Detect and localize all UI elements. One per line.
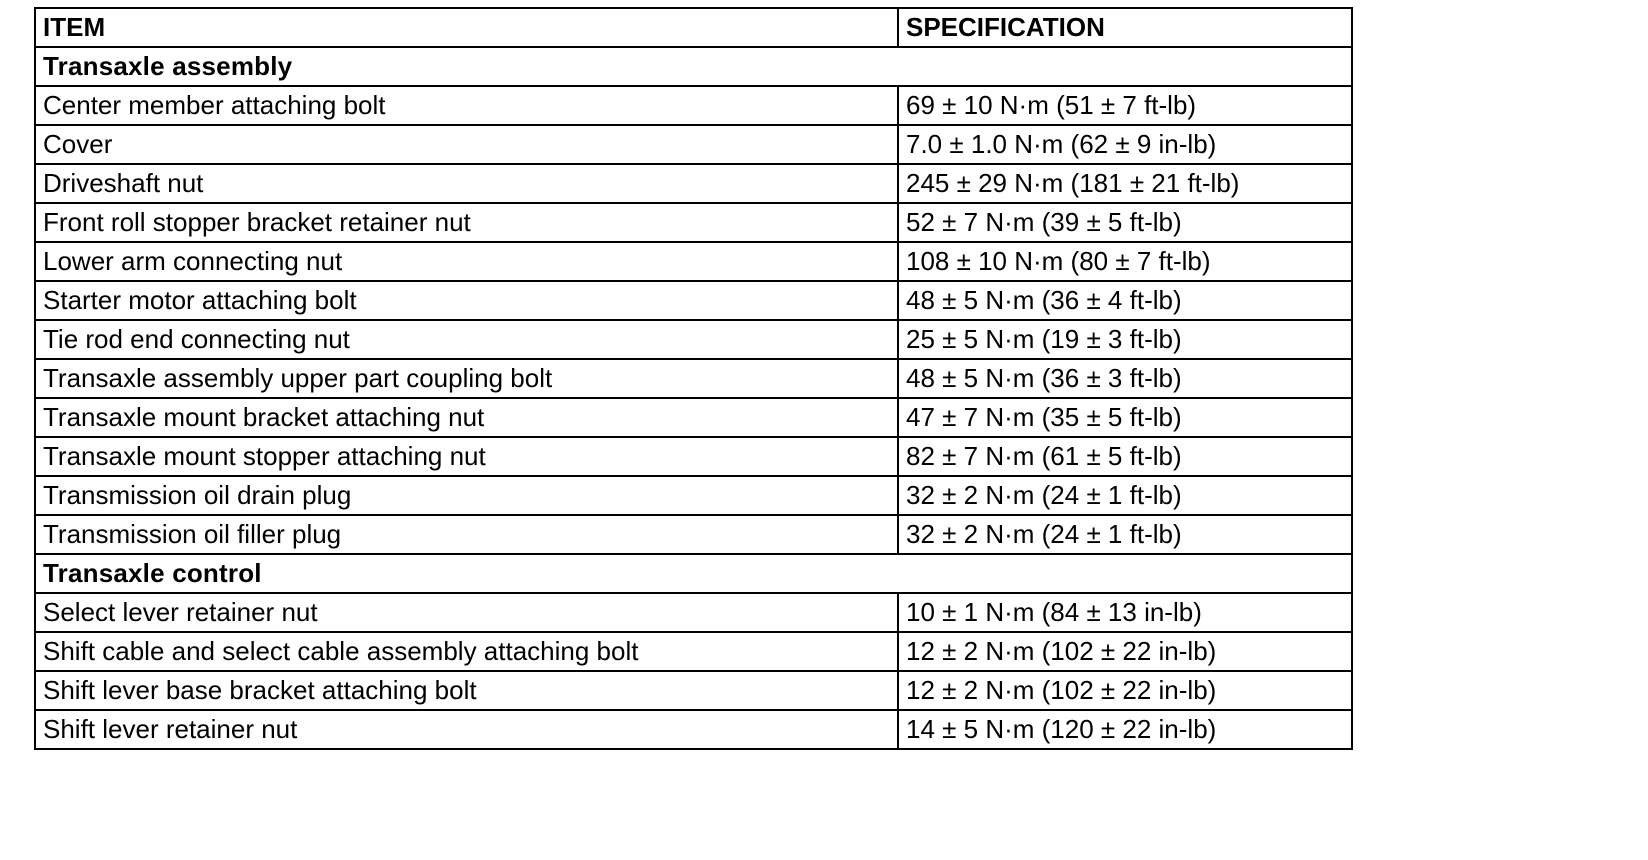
item-cell: Transmission oil drain plug xyxy=(35,476,898,515)
spec-cell: 47 ± 7 N·m (35 ± 5 ft-lb) xyxy=(898,398,1352,437)
spec-cell: 32 ± 2 N·m (24 ± 1 ft-lb) xyxy=(898,476,1352,515)
spec-cell: 12 ± 2 N·m (102 ± 22 in-lb) xyxy=(898,671,1352,710)
spec-cell: 82 ± 7 N·m (61 ± 5 ft-lb) xyxy=(898,437,1352,476)
item-cell: Starter motor attaching bolt xyxy=(35,281,898,320)
section-row-transaxle-control xyxy=(35,554,1352,593)
spec-cell: 48 ± 5 N·m (36 ± 4 ft-lb) xyxy=(898,281,1352,320)
column-header-specification: SPECIFICATION xyxy=(898,8,1352,47)
table-row xyxy=(35,125,1352,164)
table-row xyxy=(35,164,1352,203)
spec-cell: 25 ± 5 N·m (19 ± 3 ft-lb) xyxy=(898,320,1352,359)
table-row xyxy=(35,398,1352,437)
table-row xyxy=(35,203,1352,242)
table-row xyxy=(35,476,1352,515)
item-cell: Tie rod end connecting nut xyxy=(35,320,898,359)
table-row xyxy=(35,710,1352,749)
table-row xyxy=(35,242,1352,281)
table-row xyxy=(35,437,1352,476)
table-row xyxy=(35,281,1352,320)
torque-spec-table xyxy=(34,7,1353,750)
section-title: Transaxle assembly xyxy=(35,47,1352,86)
spec-cell: 7.0 ± 1.0 N·m (62 ± 9 in-lb) xyxy=(898,125,1352,164)
table-header-row xyxy=(35,8,1352,47)
spec-cell: 32 ± 2 N·m (24 ± 1 ft-lb) xyxy=(898,515,1352,554)
item-cell: Driveshaft nut xyxy=(35,164,898,203)
spec-cell: 69 ± 10 N·m (51 ± 7 ft-lb) xyxy=(898,86,1352,125)
spec-cell: 245 ± 29 N·m (181 ± 21 ft-lb) xyxy=(898,164,1352,203)
item-cell: Shift lever base bracket attaching bolt xyxy=(35,671,898,710)
section-title: Transaxle control xyxy=(35,554,1352,593)
item-cell: Transmission oil filler plug xyxy=(35,515,898,554)
item-cell: Transaxle assembly upper part coupling bolt xyxy=(35,359,898,398)
spec-cell: 52 ± 7 N·m (39 ± 5 ft-lb) xyxy=(898,203,1352,242)
table-row xyxy=(35,86,1352,125)
table-row xyxy=(35,632,1352,671)
item-cell: Transaxle mount bracket attaching nut xyxy=(35,398,898,437)
item-cell: Shift lever retainer nut xyxy=(35,710,898,749)
item-cell: Transaxle mount stopper attaching nut xyxy=(35,437,898,476)
item-cell: Front roll stopper bracket retainer nut xyxy=(35,203,898,242)
item-cell: Lower arm connecting nut xyxy=(35,242,898,281)
item-cell: Cover xyxy=(35,125,898,164)
item-cell: Shift cable and select cable assembly attaching bolt xyxy=(35,632,898,671)
table-row xyxy=(35,359,1352,398)
table-row xyxy=(35,515,1352,554)
spec-cell: 108 ± 10 N·m (80 ± 7 ft-lb) xyxy=(898,242,1352,281)
table-row xyxy=(35,320,1352,359)
spec-cell: 14 ± 5 N·m (120 ± 22 in-lb) xyxy=(898,710,1352,749)
section-row-transaxle-assembly xyxy=(35,47,1352,86)
item-cell: Select lever retainer nut xyxy=(35,593,898,632)
column-header-item: ITEM xyxy=(35,8,898,47)
table-row xyxy=(35,593,1352,632)
item-cell: Center member attaching bolt xyxy=(35,86,898,125)
spec-cell: 48 ± 5 N·m (36 ± 3 ft-lb) xyxy=(898,359,1352,398)
spec-cell: 10 ± 1 N·m (84 ± 13 in-lb) xyxy=(898,593,1352,632)
table-row xyxy=(35,671,1352,710)
spec-cell: 12 ± 2 N·m (102 ± 22 in-lb) xyxy=(898,632,1352,671)
